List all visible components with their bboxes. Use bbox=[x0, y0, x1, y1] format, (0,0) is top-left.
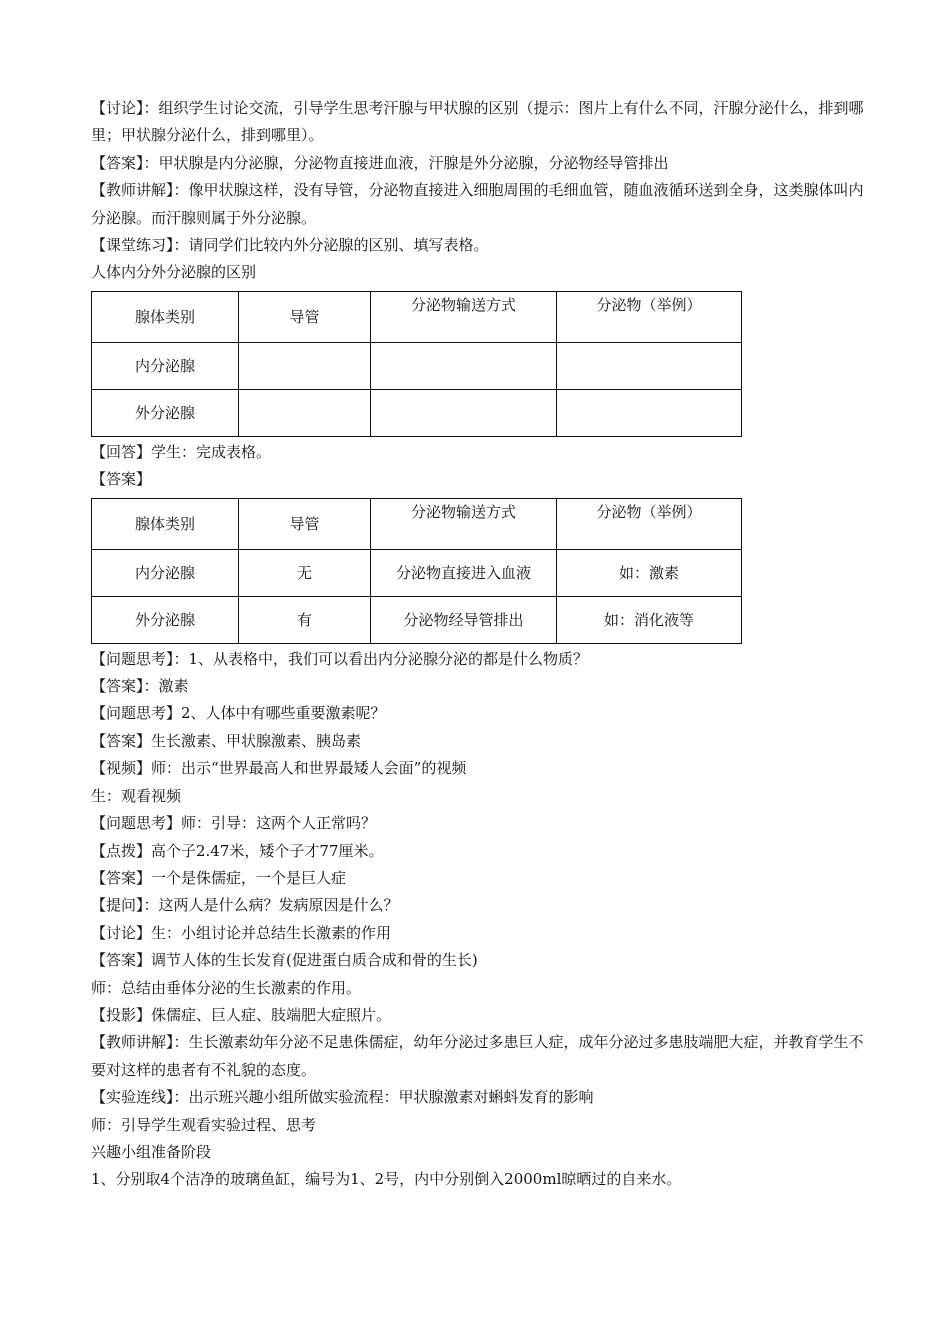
question-paragraph: 【问题思考】师：引导：这两个人正常吗？ bbox=[91, 814, 377, 833]
table-cell bbox=[239, 342, 371, 389]
class-exercise-paragraph: 【课堂练习】：请同学们比较内外分泌腺的区别、填写表格。 bbox=[91, 236, 489, 255]
document-page bbox=[91, 95, 871, 1194]
teacher-explanation-paragraph: 【教师讲解】：像甲状腺这样，没有导管，分泌物直接进入细胞周围的毛细血管，随血液循环送到全身，这类腺体叫内分泌腺。而汗腺则属于外分泌腺。 bbox=[91, 181, 864, 227]
gland-comparison-table-answer bbox=[91, 498, 742, 644]
table-row bbox=[92, 389, 742, 436]
teacher-paragraph: 师：引导学生观看实验过程、思考 bbox=[91, 1115, 317, 1134]
table-cell bbox=[371, 342, 557, 389]
answer-paragraph: 【答案】一个是侏儒症，一个是巨人症 bbox=[91, 868, 347, 887]
answer-paragraph: 【答案】：激素 bbox=[91, 677, 189, 696]
header-cell: 分泌物输送方式 bbox=[371, 291, 557, 342]
header-cell: 分泌物（举例） bbox=[557, 498, 742, 549]
table-row bbox=[92, 596, 742, 643]
projection-paragraph: 【投影】侏儒症、巨人症、肢端肥大症照片。 bbox=[91, 1005, 392, 1024]
question-paragraph: 【问题思考】2、人体中有哪些重要激素呢？ bbox=[91, 704, 386, 723]
gland-comparison-table-blank bbox=[91, 291, 742, 437]
header-cell: 导管 bbox=[239, 291, 371, 342]
table-cell bbox=[239, 389, 371, 436]
table-cell: 有 bbox=[239, 596, 371, 643]
header-cell: 导管 bbox=[239, 498, 371, 549]
question-paragraph: 【问题思考】：1、从表格中，我们可以看出内分泌腺分泌的都是什么物质？ bbox=[91, 649, 589, 668]
header-cell: 腺体类别 bbox=[92, 498, 239, 549]
section-heading: 兴趣小组准备阶段 bbox=[91, 1142, 212, 1161]
table-cell bbox=[371, 389, 557, 436]
experiment-paragraph: 【实验连线】：出示班兴趣小组所做实验流程：甲状腺激素对蝌蚪发育的影响 bbox=[91, 1088, 594, 1107]
question-paragraph: 【提问】：这两人是什么病？发病原因是什么？ bbox=[91, 896, 399, 915]
student-paragraph: 生：观看视频 bbox=[91, 786, 182, 805]
table-cell: 分泌物直接进入血液 bbox=[371, 549, 557, 596]
table-cell bbox=[557, 342, 742, 389]
table-cell: 分泌物经导管排出 bbox=[371, 596, 557, 643]
table-cell: 内分泌腺 bbox=[92, 342, 239, 389]
header-cell: 分泌物（举例） bbox=[557, 291, 742, 342]
header-cell: 分泌物输送方式 bbox=[371, 498, 557, 549]
table-header-row bbox=[92, 291, 742, 342]
table-row bbox=[92, 549, 742, 596]
discussion-paragraph: 【讨论】：组织学生讨论交流，引导学生思考汗腺与甲状腺的区别（提示：图片上有什么不同，汗腺分泌什么，排到哪里；甲状腺分泌什么，排到哪里）。 bbox=[91, 99, 864, 145]
table-cell: 如：激素 bbox=[557, 549, 742, 596]
discussion-paragraph: 【讨论】生：小组讨论并总结生长激素的作用 bbox=[91, 923, 392, 942]
answer-paragraph: 【答案】调节人体的生长发育(促进蛋白质合成和骨的生长) bbox=[91, 951, 478, 970]
table-row bbox=[92, 342, 742, 389]
answer-paragraph: 【答案】：甲状腺是内分泌腺，分泌物直接进血液，汗腺是外分泌腺，分泌物经导管排出 bbox=[91, 153, 669, 172]
table-header-row bbox=[92, 498, 742, 549]
teacher-explanation-paragraph: 【教师讲解】：生长激素幼年分泌不足患侏儒症，幼年分泌过多患巨人症，成年分泌过多患肢端肥大症，并教育学生不要对这样的患者有不礼貌的态度。 bbox=[91, 1033, 864, 1079]
answer-paragraph: 【答案】生长激素、甲状腺激素、胰岛素 bbox=[91, 731, 362, 750]
table-cell: 无 bbox=[239, 549, 371, 596]
table-cell: 内分泌腺 bbox=[92, 549, 239, 596]
teacher-paragraph: 师：总结由垂体分泌的生长激素的作用。 bbox=[91, 978, 362, 997]
answer-heading: 【答案】 bbox=[91, 470, 152, 489]
table-cell: 如：消化液等 bbox=[557, 596, 742, 643]
table-cell: 外分泌腺 bbox=[92, 389, 239, 436]
step-paragraph: 1、分别取4个洁净的玻璃鱼缸，编号为1、2号，内中分别倒入2000ml晾晒过的自来水。 bbox=[91, 1170, 682, 1189]
hint-paragraph: 【点拨】高个子2.47米，矮个子才77厘米。 bbox=[91, 841, 384, 860]
response-paragraph: 【回答】学生：完成表格。 bbox=[91, 442, 272, 461]
table-cell: 外分泌腺 bbox=[92, 596, 239, 643]
header-cell: 腺体类别 bbox=[92, 291, 239, 342]
table-cell bbox=[557, 389, 742, 436]
video-paragraph: 【视频】师：出示“世界最高人和世界最矮人会面”的视频 bbox=[91, 759, 467, 778]
table-caption: 人体内分外分泌腺的区别 bbox=[91, 263, 257, 282]
